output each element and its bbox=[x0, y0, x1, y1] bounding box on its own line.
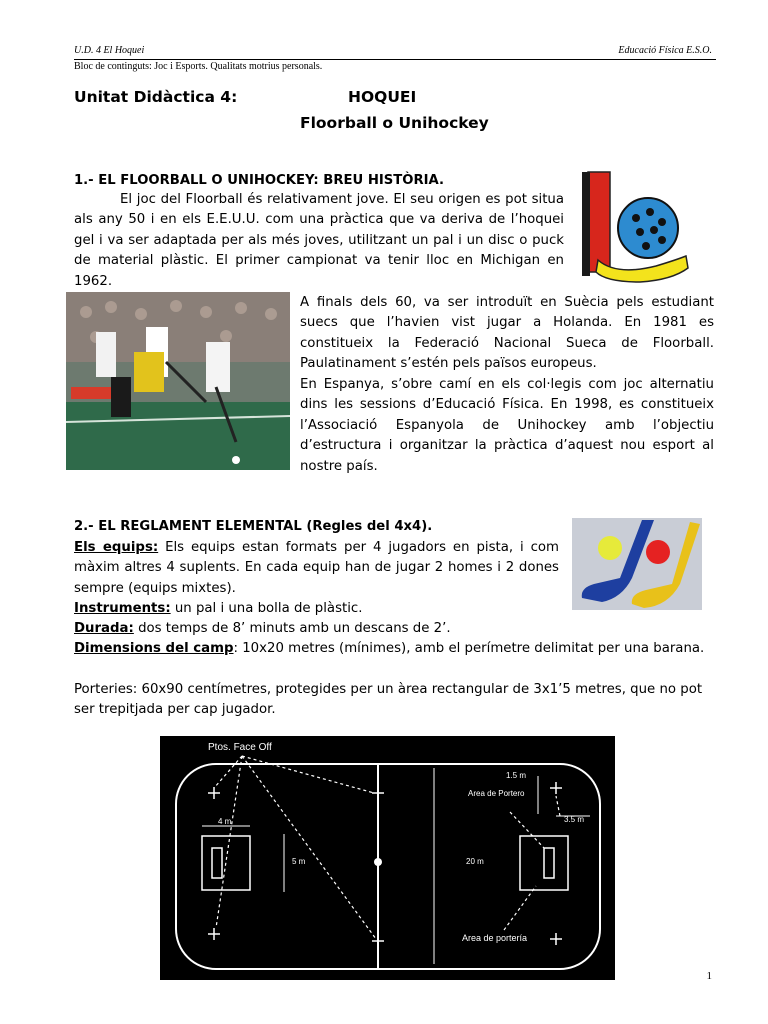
measure-20m: 20 m bbox=[466, 857, 484, 866]
dimensions-text: : 10x20 metres (mínimes), amb el perímetre delimitat per una barana. bbox=[233, 641, 705, 656]
instruments-text: un pal i una bolla de plàstic. bbox=[170, 601, 363, 616]
section1-para3: En Espanya, s’obre camí en els col·legis com joc alternatiu dins les sessions d’Educació Física. En 1998, es constitueix l’Associació Espanyola de Unihockey amb l’objectiu d’estructura i organitzar la pràctica d’aquest nou esport al nostre país. bbox=[300, 377, 714, 474]
measure-3-5m: 3.5 m bbox=[564, 815, 585, 824]
stick-ball-illustration bbox=[576, 168, 696, 290]
area-portero-label: Area de Portero bbox=[468, 789, 525, 798]
page-subtitle: Floorball o Unihockey bbox=[300, 114, 489, 132]
durada-paragraph bbox=[74, 619, 714, 639]
section1-heading: 1.- EL FLOORBALL O UNIHOCKEY: BREU HISTÒRIA. bbox=[74, 173, 444, 188]
measure-4m: 4 m bbox=[218, 817, 232, 826]
area-porteria-label: Area de portería bbox=[462, 933, 528, 943]
equips-paragraph bbox=[74, 538, 559, 599]
instruments-label: Instruments: bbox=[74, 601, 171, 616]
equips-text: Els equips estan formats per 4 jugadors en pista, i com màxim altres 4 suplents. En cada equip han de jugar 2 homes i 2 dones sempre (equips mixtes). bbox=[74, 540, 559, 596]
face-off-label: Ptos. Face Off bbox=[208, 742, 272, 753]
instruments-paragraph bbox=[74, 599, 714, 619]
section2-heading: 2.- EL REGLAMENT ELEMENTAL (Regles del 4x4). bbox=[74, 519, 433, 534]
measure-5m: 5 m bbox=[292, 857, 306, 866]
measure-1-5m: 1.5 m bbox=[506, 771, 527, 780]
page-number: 1 bbox=[706, 970, 712, 982]
durada-text: dos temps de 8’ minuts amb un descans de 2’. bbox=[133, 621, 451, 636]
header-rule bbox=[74, 59, 716, 60]
unit-title: Unitat Didàctica 4: bbox=[74, 88, 238, 106]
porteries-paragraph: Porteries: 60x90 centímetres, protegides per un àrea rectangular de 3x1’5 metres, que no pot ser trepitjada per cap jugador. bbox=[74, 682, 703, 718]
dimensions-label: Dimensions del camp bbox=[74, 641, 234, 656]
sticks-balls-photo bbox=[572, 518, 702, 610]
header-block: Bloc de continguts: Joc i Esports. Qualitats motrius personals. bbox=[74, 61, 323, 72]
header-unit: U.D. 4 El Hoquei bbox=[74, 45, 145, 56]
section1-para2: A finals dels 60, va ser introduït en Suècia pels estudiant suecs que l’havien vist jugar a Holanda. En 1981 es constitueix la Federació Nacional Sueca de Floorball. Paulatinament s’estén pels països europeus. bbox=[300, 295, 714, 372]
field-diagram bbox=[160, 736, 615, 980]
section1-para1: El joc del Floorball és relativament jove. El seu origen es pot situa als any 50 i en els E.E.U.U. com una pràctica que va deriva de l’hoquei gel i va ser adaptada per als més joves, utilitzant un pal i un disc o puck de material plàstic. El primer campionat va tenir lloc en Michigan en 1962. bbox=[74, 192, 564, 289]
durada-label: Durada: bbox=[74, 621, 134, 636]
dimensions-paragraph bbox=[74, 639, 715, 659]
header-subject: Educació Física E.S.O. bbox=[618, 45, 712, 56]
equips-label: Els equips: bbox=[74, 540, 159, 555]
floorball-action-photo bbox=[66, 292, 290, 470]
page-title: HOQUEI bbox=[348, 88, 417, 106]
